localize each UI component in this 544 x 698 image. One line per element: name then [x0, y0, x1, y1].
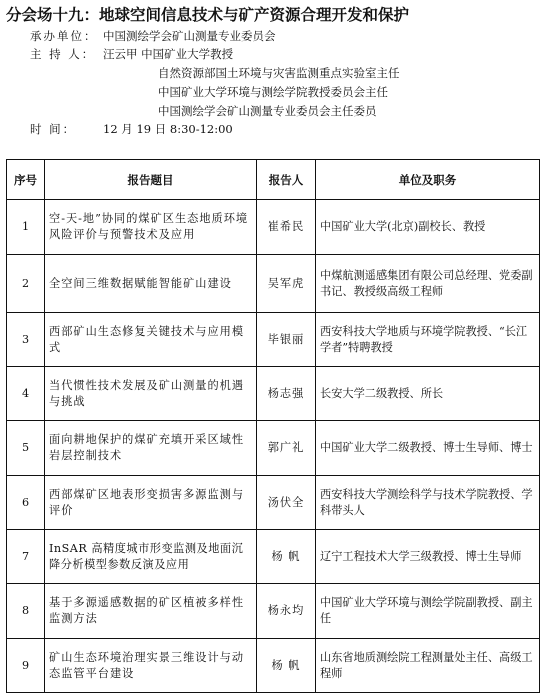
row-unit: 长安大学二级教授、所长 [316, 367, 540, 421]
row-title: InSAR 高精度城市形变监测及地面沉降分析模型参数反演及应用 [45, 530, 257, 584]
row-title: 当代惯性技术发展及矿山测量的机遇与挑战 [45, 367, 257, 421]
row-presenter: 杨 帆 [257, 639, 316, 693]
row-presenter: 杨永均 [257, 584, 316, 639]
row-number: 6 [7, 476, 45, 530]
header-number: 序号 [7, 160, 45, 200]
host-title-line: 中国矿业大学环境与测绘学院教授委员会主任 [158, 85, 388, 99]
row-number: 4 [7, 367, 45, 421]
time-line [30, 121, 233, 138]
row-title: 矿山生态环境治理实景三维设计与动态监管平台建设 [45, 639, 257, 693]
host-value: 汪云甲 中国矿业大学教授 [103, 47, 234, 61]
organizer-line [30, 28, 276, 45]
table-row [7, 255, 540, 313]
schedule-table [6, 159, 540, 693]
row-title: 西部矿山生态修复关键技术与应用模式 [45, 313, 257, 367]
row-unit: 辽宁工程技术大学三级教授、博士生导师 [316, 530, 540, 584]
organizer-label: 承办单位： [30, 29, 98, 43]
row-unit: 中国矿业大学(北京)副校长、教授 [316, 200, 540, 255]
table-row [7, 530, 540, 584]
host-label: 主 持 人： [30, 47, 96, 61]
row-title: 全空间三维数据赋能智能矿山建设 [45, 255, 257, 313]
table-row [7, 313, 540, 367]
table-header-row [7, 160, 540, 200]
table-row [7, 367, 540, 421]
host-title-line: 中国测绘学会矿山测量专业委员会主任委员 [158, 104, 377, 118]
row-presenter: 汤伏全 [257, 476, 316, 530]
row-unit: 西安科技大学地质与环境学院教授、“长江学者”特聘教授 [316, 313, 540, 367]
time-value: 12 月 19 日 8:30-12:00 [103, 122, 233, 136]
header-title: 报告题目 [45, 160, 257, 200]
table-row [7, 200, 540, 255]
row-presenter: 吴军虎 [257, 255, 316, 313]
row-presenter: 崔希民 [257, 200, 316, 255]
host-title-line: 自然资源部国土环境与灾害监测重点实验室主任 [158, 66, 400, 80]
row-unit: 中国矿业大学二级教授、博士生导师、博士 [316, 421, 540, 476]
session-title: 分会场十九：地球空间信息技术与矿产资源合理开发和保护 [6, 6, 410, 24]
table-row [7, 476, 540, 530]
row-number: 8 [7, 584, 45, 639]
header-unit: 单位及职务 [316, 160, 540, 200]
header-presenter: 报告人 [257, 160, 316, 200]
row-title: 空-天-地”协同的煤矿区生态地质环境风险评价与预警技术及应用 [45, 200, 257, 255]
row-title: 西部煤矿区地表形变损害多源监测与评价 [45, 476, 257, 530]
table-row [7, 584, 540, 639]
row-number: 7 [7, 530, 45, 584]
row-number: 5 [7, 421, 45, 476]
row-presenter: 郭广礼 [257, 421, 316, 476]
row-number: 2 [7, 255, 45, 313]
host-line [30, 46, 233, 63]
time-label: 时 间： [30, 122, 77, 136]
row-unit: 山东省地质测绘院工程测量处主任、高级工程师 [316, 639, 540, 693]
row-title: 基于多源遥感数据的矿区植被多样性监测方法 [45, 584, 257, 639]
row-unit: 中国矿业大学环境与测绘学院副教授、副主任 [316, 584, 540, 639]
row-presenter: 毕银丽 [257, 313, 316, 367]
row-number: 3 [7, 313, 45, 367]
row-title: 面向耕地保护的煤矿充填开采区域性岩层控制技术 [45, 421, 257, 476]
row-number: 9 [7, 639, 45, 693]
row-unit: 中煤航测遥感集团有限公司总经理、党委副书记、教授级高级工程师 [316, 255, 540, 313]
row-unit: 西安科技大学测绘科学与技术学院教授、学科带头人 [316, 476, 540, 530]
table-row [7, 639, 540, 693]
organizer-value: 中国测绘学会矿山测量专业委员会 [103, 29, 276, 43]
row-presenter: 杨 帆 [257, 530, 316, 584]
row-presenter: 杨志强 [257, 367, 316, 421]
row-number: 1 [7, 200, 45, 255]
table-row [7, 421, 540, 476]
